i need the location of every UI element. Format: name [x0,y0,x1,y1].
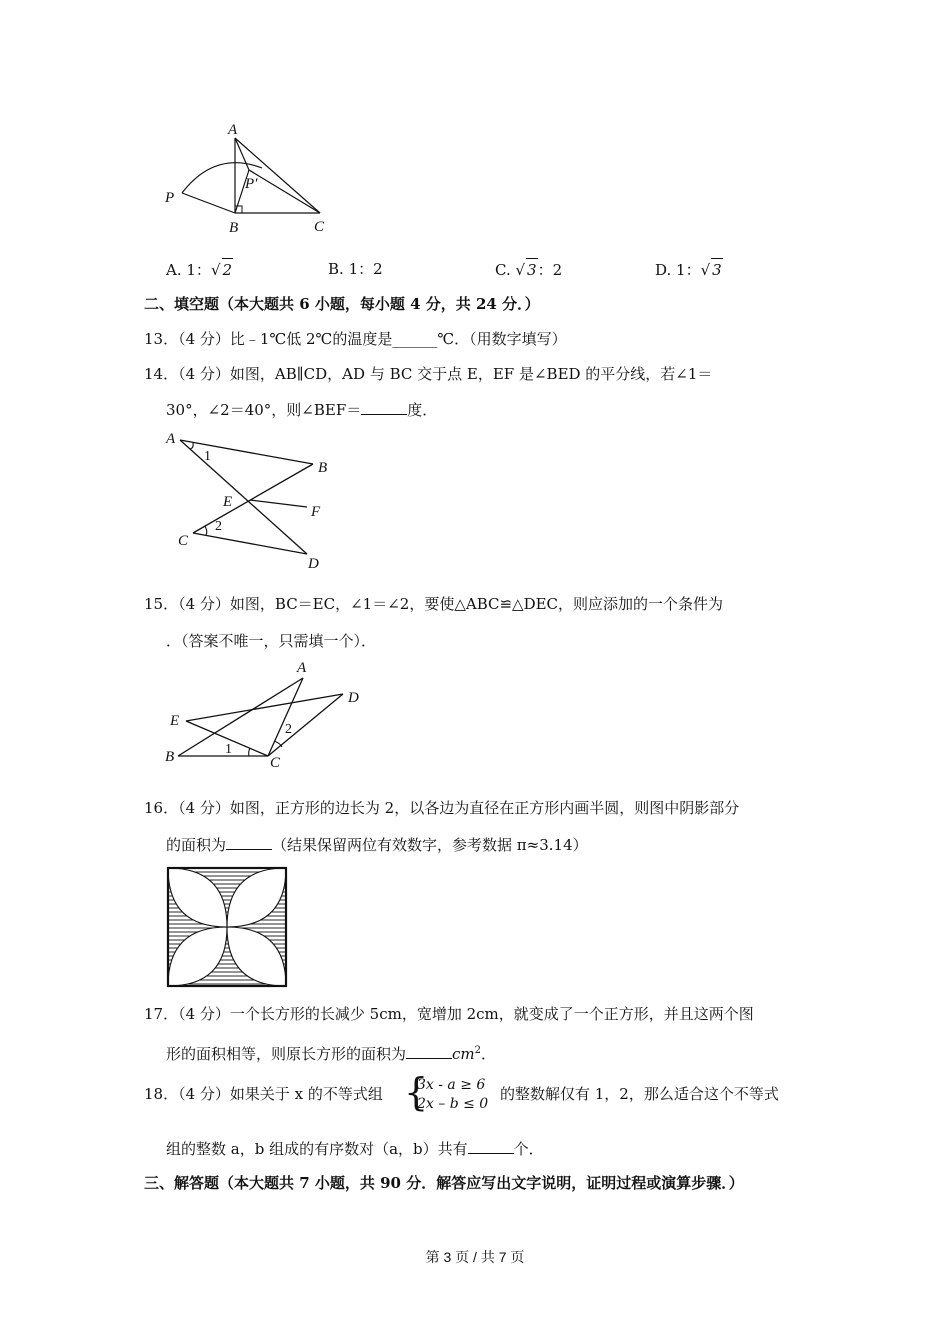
segment-ef [250,500,307,507]
q18-inequality-2: 2x – b ≤ 0 [417,1096,489,1112]
q12-option-b[interactable] [328,258,383,280]
q18-line2 [166,1138,544,1160]
q17-line2-end: ． [481,1045,497,1063]
label-a: A [297,660,307,676]
label-b: B [229,220,239,236]
q17-unit-exponent: 2 [474,1045,482,1056]
option-c-label: C. [495,261,511,279]
q18-line2-prefix: 组的整数 a，b 组成的有序数对（a，b）共有 [166,1140,468,1158]
q17-line1: 17．（4 分）一个长方形的长减少 5cm，宽增加 2cm，就变成了一个正方形，并且这两个图 [144,1005,754,1023]
option-b-label: B. [328,260,344,278]
q16-line2 [166,834,588,856]
segment-ad [180,440,307,554]
label-c: C [178,533,189,549]
q18-line2-suffix: 个． [513,1140,544,1158]
q17-unit: cm [452,1045,475,1063]
q18-line1-suffix: 的整数解仅有 1，2，那么适合这个不等式 [500,1085,779,1103]
segment-ap2 [235,138,249,170]
label-b: B [318,460,328,476]
label-a: A [228,122,238,138]
label-2: 2 [285,722,292,737]
section2-title: 二、填空题（本大题共 6 小题，每小题 4 分，共 24 分．） [144,295,540,313]
angle-1-arc [190,443,193,449]
q14-line1: 14．（4 分）如图，AB∥CD，AD 与 BC 交于点 E，EF 是∠BED 的平分线，若∠1＝ [144,365,713,383]
q15-line2: ．（答案不唯一，只需填一个）． [166,632,377,650]
option-d-root: 3 [711,258,723,281]
brace-icon: { [404,1070,429,1114]
q18-inequality-1: 3x - a ≥ 6 [417,1077,486,1093]
label-c: C [314,219,325,235]
label-1: 1 [225,742,232,757]
figure-q16 [166,866,288,988]
angle-1-arc [249,748,250,756]
q14-line2 [166,399,437,421]
label-a: A [166,431,176,447]
q15-line1: 15．（4 分）如图，BC＝EC，∠1＝∠2，要使△ABC≌△DEC，则应添加的一个条件为 [144,595,724,613]
option-a-ratio: 1： [186,261,211,279]
q18-answer-blank[interactable] [468,1139,514,1154]
option-b-text: 1：2 [348,260,383,278]
segment-cd [193,533,307,554]
label-2: 2 [215,519,222,534]
segment-p2c [249,170,320,213]
option-d-ratio: 1： [676,261,701,279]
option-a-label: A. [166,261,182,279]
label-f: F [311,504,321,520]
figure-q12 [155,118,345,240]
segment-ab [180,440,313,464]
page-footer: 第 3 页 / 共 7 页 [425,1249,525,1265]
q17-line2 [166,1040,496,1065]
label-p: P [165,190,175,206]
label-d: D [348,690,359,706]
section3-title: 三、解答题（本大题共 7 小题，共 90 分．解答应写出文字说明，证明过程或演算步骤．） [144,1174,744,1192]
q12-option-d[interactable]: D. 1：√ 3 [655,258,723,281]
option-a-root: 2 [222,258,234,281]
label-b: B [165,749,175,765]
segment-ac [268,678,303,756]
segment-bc [193,464,313,533]
segment-ed [186,694,343,721]
figure-q14 [160,428,350,573]
label-d: D [308,556,319,572]
segment-dc [268,694,343,756]
label-e: E [223,494,233,510]
q18-line1-prefix: 18．（4 分）如果关于 x 的不等式组 [144,1085,383,1103]
label-e: E [170,713,180,729]
q18-inequality-system [404,1070,500,1117]
option-c-root: 3 [526,258,538,281]
angle-2-arc [205,526,207,535]
figure-q15 [160,657,370,772]
q17-line2-prefix: 形的面积相等，则原长方形的面积为 [166,1045,407,1063]
q17-answer-blank[interactable] [406,1044,452,1059]
q12-option-a[interactable]: A. 1：√ 2 [166,258,233,281]
option-c-rest: ：2 [537,261,563,279]
q16-answer-blank[interactable] [226,835,272,850]
q16-line1: 16．（4 分）如图，正方形的边长为 2，以各边为直径在正方形内画半圆，则图中阴影部分 [144,799,740,817]
label-p-prime: P′ [245,176,258,192]
q12-option-c[interactable]: C. √ 3：2 [495,258,562,281]
label-1: 1 [204,449,211,464]
q14-answer-blank[interactable] [361,400,407,415]
segment-pb [182,193,235,213]
q13-text: 13．（4 分）比﹣1℃低 2℃的温度是______℃．（用数字填写） [144,330,567,348]
q16-line2-suffix: （结果保留两位有效数字，参考数据 π≈3.14） [272,836,588,854]
q14-line2-prefix: 30°，∠2＝40°，则∠BEF＝ [166,401,362,419]
q16-line2-prefix: 的面积为 [166,836,227,854]
q14-line2-suffix: 度． [407,401,438,419]
label-c: C [270,755,281,771]
option-d-label: D. [655,261,672,279]
